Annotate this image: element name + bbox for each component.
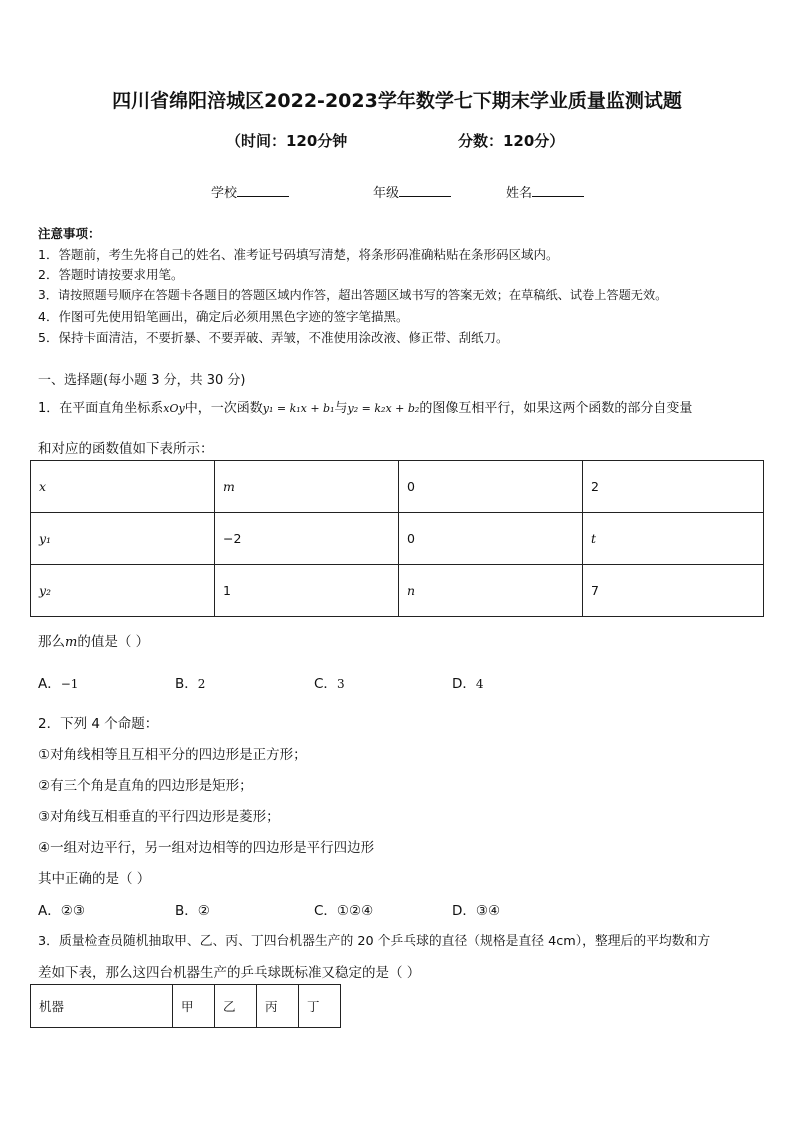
q2-option-d: D．③④	[452, 903, 501, 919]
note-item: 1．答题前，考生先将自己的姓名、准考证号码填写清楚，将条形码准确粘贴在条形码区域内。	[38, 247, 559, 262]
q2-ask: 其中正确的是（ ）	[38, 871, 151, 887]
option-value: 4	[475, 677, 484, 691]
name-field	[506, 182, 584, 201]
q2-prop: ②有三个角是直角的四边形是矩形；	[38, 778, 253, 794]
school-label: 学校	[211, 186, 238, 201]
exam-score: 分数：120分）	[458, 132, 565, 150]
note-item: 3．请按照题号顺序在答题卡各题目的答题区域内作答，超出答题区域书写的答案无效；在草稿纸、试卷上答题无效。	[38, 288, 668, 302]
table-row	[31, 461, 764, 513]
school-blank	[237, 183, 289, 197]
q1-text: 与	[334, 401, 348, 416]
q2-prop: ④一组对边平行，另一组对边相等的四边形是平行四边形	[38, 840, 375, 856]
note-item: 2．答题时请按要求用笔。	[38, 267, 184, 282]
q1-option-a	[38, 672, 78, 692]
table-cell: n	[399, 565, 583, 617]
table-cell: y₂	[31, 565, 215, 617]
option-label: B．	[175, 676, 198, 692]
option-value: 3	[336, 677, 345, 691]
table-cell: 0	[399, 461, 583, 513]
table-cell: y₁	[31, 513, 215, 565]
page-title: 四川省绵阳涪城区2022-2023学年数学七下期末学业质量监测试题	[112, 90, 682, 112]
q2-option-a: A．②③	[38, 903, 85, 919]
q1-stem-line2: 和对应的函数值如下表所示：	[38, 441, 214, 457]
option-label: D．	[452, 676, 476, 692]
table-cell: t	[583, 513, 764, 565]
table-cell: 乙	[215, 985, 257, 1028]
note-item: 4．作图可先使用铅笔画出，确定后必须用黑色字迹的签字笔描黑。	[38, 309, 409, 324]
grade-label: 年级	[373, 186, 400, 201]
table-row	[31, 985, 341, 1028]
q1-func1: y₁ = k₁x + b₁	[262, 402, 335, 415]
table-cell: 1	[215, 565, 399, 617]
q3-stem-line2: 差如下表，那么这四台机器生产的乒乓球既标准又稳定的是（ ）	[38, 965, 421, 981]
table-cell: m	[215, 461, 399, 513]
q1-text: 1．在平面直角坐标系	[38, 401, 164, 416]
table-cell: 丁	[299, 985, 341, 1028]
q2-option-b: B．②	[175, 903, 210, 919]
q1-func2: y₂ = k₂x + b₂	[347, 402, 420, 415]
table-row	[31, 565, 764, 617]
q1-ask	[38, 630, 149, 650]
q1-ask-var: m	[65, 635, 78, 650]
table-cell: 7	[583, 565, 764, 617]
school-field	[211, 182, 289, 201]
exam-time: （时间：120分钟	[226, 132, 348, 150]
q1-ask-text: 那么	[38, 634, 65, 650]
q2-prop: ③对角线互相垂直的平行四边形是菱形；	[38, 809, 280, 825]
name-label: 姓名	[506, 186, 533, 201]
q2-prop: ①对角线相等且互相平分的四边形是正方形；	[38, 747, 307, 763]
q1-text: 中，一次函数	[184, 401, 263, 416]
option-label: A．	[38, 676, 61, 692]
table-cell: −2	[215, 513, 399, 565]
q1-coord: xOy	[163, 402, 185, 415]
q1-option-b	[175, 672, 205, 692]
q1-table	[30, 460, 764, 617]
table-cell: 丙	[257, 985, 299, 1028]
q3-stem: 3．质量检查员随机抽取甲、乙、丙、丁四台机器生产的 20 个乒乓球的直径（规格是直径 4cm），整理后的平均数和方	[38, 934, 711, 949]
option-value: −1	[60, 677, 79, 691]
q1-ask-text: 的值是（ ）	[77, 634, 150, 650]
q1-option-d	[452, 672, 484, 692]
section-heading: 一、选择题(每小题 3 分，共 30 分)	[38, 373, 246, 388]
grade-blank	[399, 183, 451, 197]
table-cell: 0	[399, 513, 583, 565]
note-item: 5．保持卡面清洁，不要折暴、不要弄破、弄皱，不准使用涂改液、修正带、刮纸刀。	[38, 330, 509, 345]
name-blank	[532, 183, 584, 197]
table-cell: 2	[583, 461, 764, 513]
option-value: 2	[197, 677, 206, 691]
notes-heading: 注意事项：	[38, 226, 101, 241]
table-cell: 机器	[31, 985, 173, 1028]
table-row	[31, 513, 764, 565]
q2-stem: 2．下列 4 个命题：	[38, 716, 159, 732]
table-cell: x	[31, 461, 215, 513]
q1-stem	[38, 397, 692, 416]
q3-table	[30, 984, 341, 1028]
grade-field	[373, 182, 451, 201]
q2-option-c: C．①②④	[314, 903, 374, 919]
table-cell: 甲	[173, 985, 215, 1028]
q1-text: 的图像互相平行，如果这两个函数的部分自变量	[419, 401, 693, 416]
q1-option-c	[314, 672, 345, 692]
option-label: C．	[314, 676, 337, 692]
